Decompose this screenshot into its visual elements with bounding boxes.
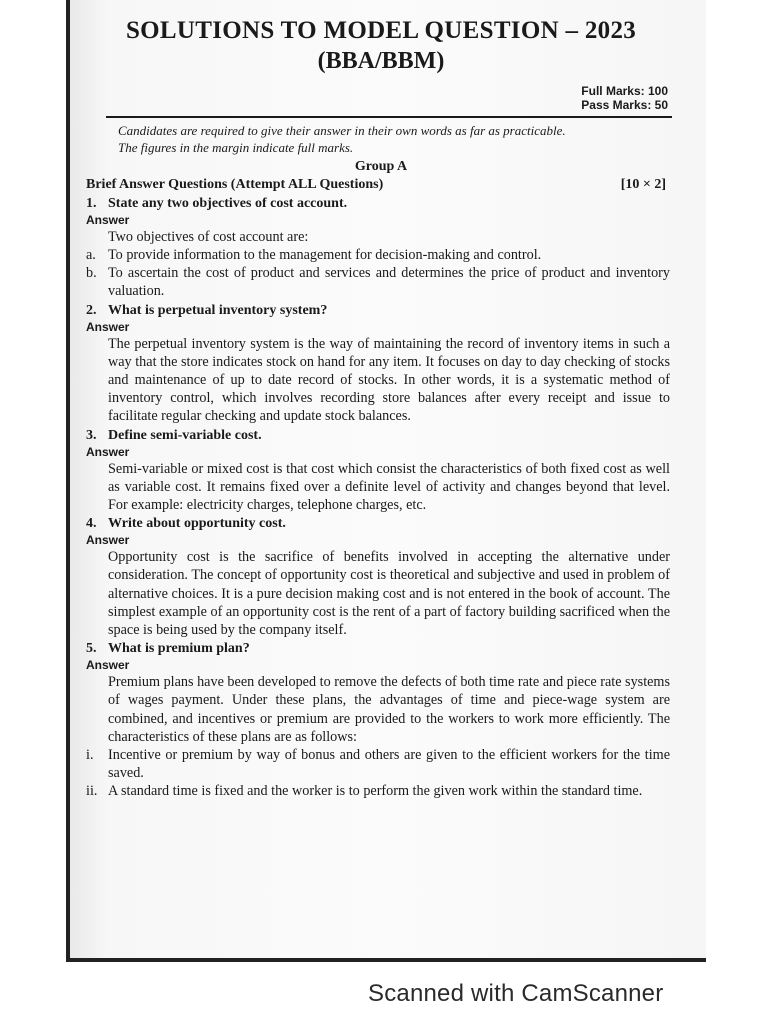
question [86,427,676,445]
list-item [86,746,676,782]
list-marker: ii. [86,783,98,800]
list-item [86,246,676,264]
list-marker: b. [86,265,97,282]
question-text: Define semi-variable cost. [108,427,262,443]
scanner-watermark: Scanned with CamScanner [368,980,664,1007]
section-heading [86,176,676,194]
list-text: To provide information to the management for decision-making and control. [108,247,542,263]
page-left-edge [66,0,70,962]
question-number: 1. [86,196,97,211]
list-marker: i. [86,747,94,764]
question [86,640,676,658]
instructions [86,122,676,156]
page-subtitle: (BBA/BBM) [317,48,445,74]
answer-label: Answer [86,658,130,673]
list-item [86,782,676,800]
answer-label: Answer [86,213,130,227]
answer-label: Answer [86,533,130,548]
instruction-line: Candidates are required to give their answer in their own words as far as practicable. [118,123,566,138]
marks-block [86,84,676,112]
list-text: Incentive or premium by way of bonus and others are given to the efficient workers for the time saved. [108,747,670,782]
list-item [86,264,676,300]
question [86,195,676,213]
pass-marks: Pass Marks: 50 [581,98,668,112]
page-title: SOLUTIONS TO MODEL QUESTION – 2023 [125,17,637,44]
section-title: Brief Answer Questions (Attempt ALL Questions) [86,177,384,192]
list-text: To ascertain the cost of product and services and determines the price of product and inventory valuation. [108,265,670,300]
full-marks: Full Marks: 100 [581,84,668,98]
page-bottom-edge [66,958,706,962]
question [86,515,676,533]
question-text: Write about opportunity cost. [108,516,286,532]
question-number: 2. [86,302,97,318]
list-marker: a. [86,247,96,263]
question-number: 5. [86,641,97,657]
instruction-line: The figures in the margin indicate full marks. [118,140,354,155]
answer-paragraph: The perpetual inventory system is the way of maintaining the record of inventory items in such a way that the store indicates stock on hand for any item. It focuses on day to day checking of stocks and maintenance of up to date record of stocks. In other words, it is a systematic method of inventory control, which involves recording store balances after every receipt and issue to facilitate regular checking and update stock balances. [108,335,670,425]
question-text: What is premium plan? [108,641,250,657]
question [86,302,676,320]
question-text: What is perpetual inventory system? [108,302,328,318]
group-heading: Group A [354,159,408,174]
list-text: A standard time is fixed and the worker is to perform the given work within the standard time. [108,783,643,800]
question-number: 4. [86,516,97,532]
document-page [86,14,676,954]
answer-label: Answer [86,319,130,334]
question-text: State any two objectives of cost account. [108,196,348,211]
answer-paragraph: Opportunity cost is the sacrifice of benefits involved in accepting the alternative under consideration. The concept of opportunity cost is theoretical and subjective and used in problem of alternative choices. It is a pure decision making cost and is not entered in the book of account. The simplest example of an opportunity cost is the rent of a part of factory building sacrificed when the space is being used by the company itself. [108,549,670,639]
header-divider [106,116,672,118]
question-number: 3. [86,427,97,443]
answer-intro: Two objectives of cost account are: [108,229,309,245]
answer-label: Answer [86,444,130,459]
section-marks: [10 × 2] [620,177,666,192]
answer-paragraph: Premium plans have been developed to remove the defects of both time rate and piece rate systems of wages payment. Under these plans, the advantages of time and piece-wage system are combined, and incentives or premium are provided to the workers to work more efficiently. The characteristics of these plans are as follows: [108,674,670,745]
answer-paragraph: Semi-variable or mixed cost is that cost which consist the characteristics of both fixed cost as well as variable cost. It remains fixed over a definite level of activity and changes beyond that level. For example: electricity charges, telephone charges, etc. [108,460,670,514]
